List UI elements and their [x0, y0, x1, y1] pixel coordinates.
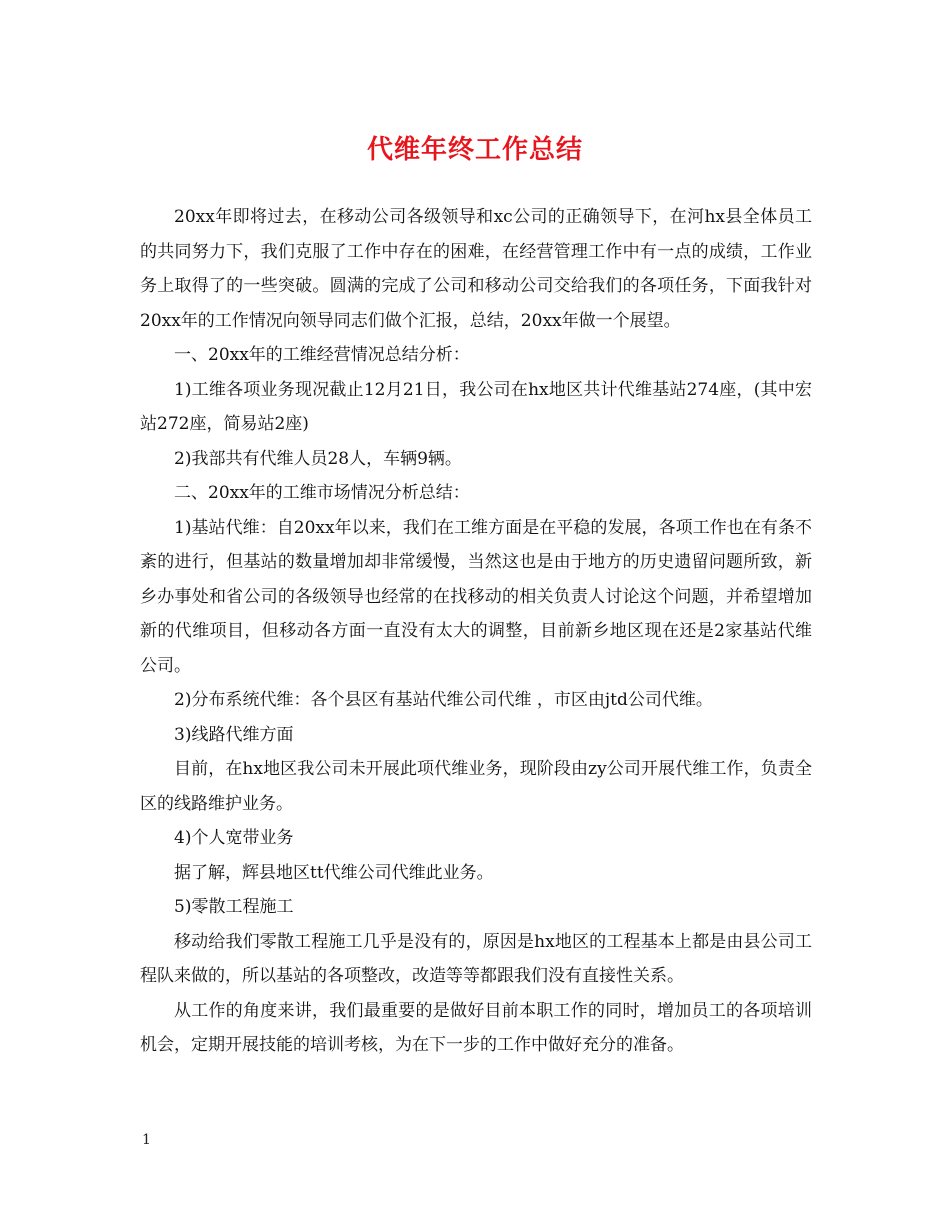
paragraph-line-maintenance: 目前，在hx地区我公司未开展此项代维业务，现阶段由zy公司开展代维工作，负责全区的线路维护业务。	[140, 759, 812, 814]
section-heading-1: 一、20xx年的工维经营情况总结分析：	[174, 345, 470, 365]
paragraph-distribution-system: 2)分布系统代维：各个县区有基站代维公司代维 ，市区由jtd公司代维。	[174, 690, 713, 710]
paragraph-construction: 移动给我们零散工程施工几乎是没有的，原因是hx地区的工程基本上都是由县公司工程队来做的，所以基站的各项整改，改造等等都跟我们没有直接性关系。	[140, 931, 812, 986]
subheading-broadband: 4)个人宽带业务	[174, 828, 294, 848]
page-number: 1	[142, 1132, 151, 1148]
subheading-line-maintenance: 3)线路代维方面	[174, 724, 294, 745]
paragraph-base-station-maintenance: 1)基站代维：自20xx年以来，我们在工维方面是在平稳的发展，各项工作也在有条不紊的进行，但基站的数量增加却非常缓慢，当然这也是由于地方的历史遗留问题所致，新乡办事处和省公司的各级领导也经常的在找移动的相关负责人讨论这个问题，并希望增加新的代维项目，但移动各方面一直没有太大的调整，目前新乡地区现在还是2家基站代维公司。	[140, 517, 812, 676]
paragraph-staff: 2)我部共有代维人员28人，车辆9辆。	[174, 448, 462, 469]
document-body	[140, 200, 812, 1063]
paragraph-base-stations: 1)工维各项业务现况截止12月21日，我公司在hx地区共计代维基站274座，(其中宏站272座，简易站2座)	[140, 379, 812, 434]
document-title: 代维年终工作总结	[366, 135, 583, 165]
paragraph-conclusion: 从工作的角度来讲，我们最重要的是做好目前本职工作的同时，增加员工的各项培训机会，定期开展技能的培训考核，为在下一步的工作中做好充分的准备。	[140, 1000, 812, 1055]
paragraph-intro: 20xx年即将过去，在移动公司各级领导和xc公司的正确领导下，在河hx县全体员工的共同努力下，我们克服了工作中存在的困难，在经营管理工作中有一点的成绩，工作业务上取得了的一些突破。圆满的完成了公司和移动公司交给我们的各项任务，下面我针对20xx年的工作情况向领导同志们做个汇报，总结，20xx年做一个展望。	[140, 207, 812, 331]
paragraph-broadband: 据了解，辉县地区tt代维公司代维此业务。	[174, 862, 494, 883]
subheading-construction: 5)零散工程施工	[174, 897, 294, 917]
section-heading-2: 二、20xx年的工维市场情况分析总结：	[174, 483, 470, 503]
